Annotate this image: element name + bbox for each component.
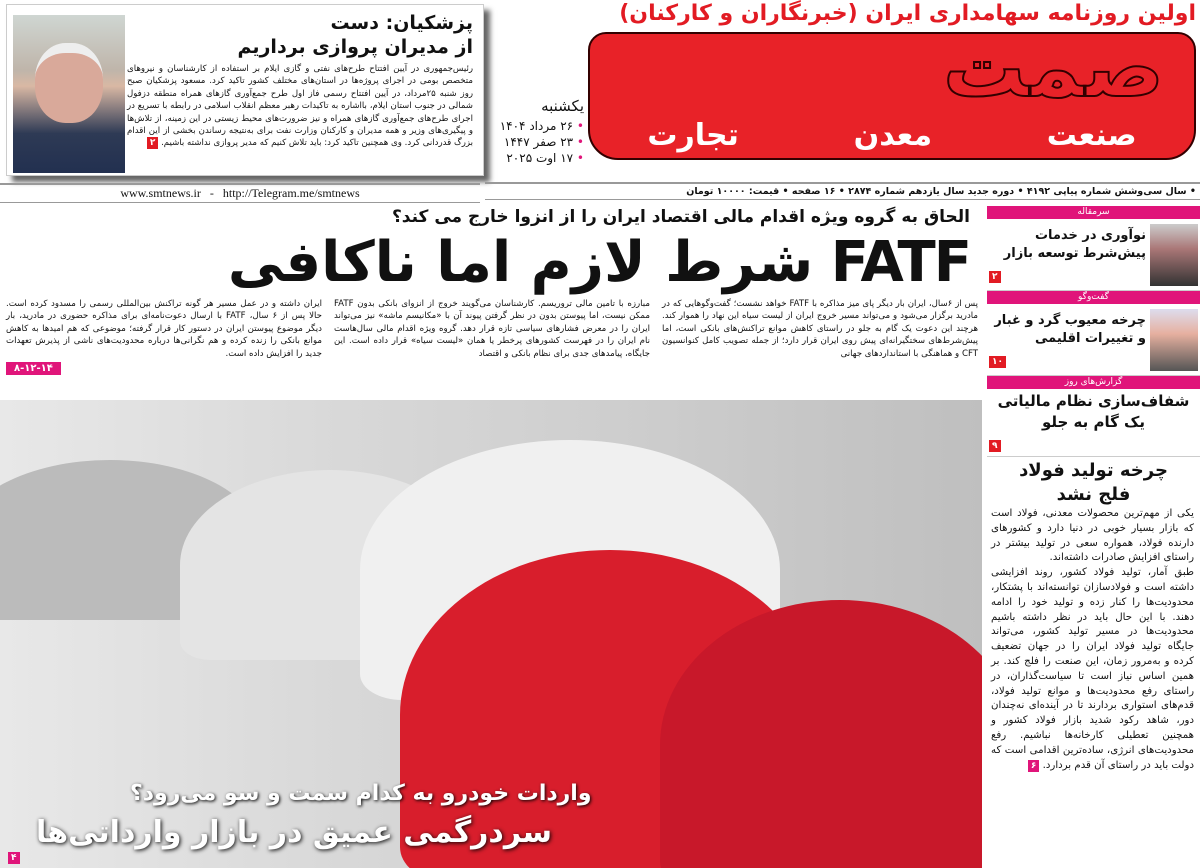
article-columns (6, 298, 978, 375)
lead-title: پزشکیان: دست از مدیران پروازی برداریم (237, 12, 473, 58)
cars-photo[interactable] (0, 400, 982, 868)
website-line: www.smtnews.ir - http://Telegram.me/smtnews (0, 183, 480, 203)
masthead-tagline: اولین روزنامه سهامداری ایران (خبرنگاران و کارکنان) (619, 1, 1196, 26)
page-ref: ۲ (989, 271, 1001, 283)
page-ref: ۹ (989, 440, 1001, 452)
page-ref: ۱۰ (989, 356, 1006, 368)
logo-word: صنعت (1046, 118, 1137, 153)
main-kicker: الحاق به گروه ویژه اقدام مالی اقتصاد ایران را از انزوا خارج می کند؟ (391, 207, 970, 227)
main-headline[interactable]: FATF شرط لازم اما ناکافی (227, 230, 970, 295)
author-photo (1150, 224, 1198, 286)
interviewee-photo (1150, 309, 1198, 371)
section-header: گزارش‌های روز (987, 376, 1200, 389)
article-column: پس از ۶سال، ایران بار دیگر پای میز مذاکره با FATF خواهد نشست؛ گفت‌وگوهایی که در مادرید برگزار می‌شود و می‌تواند مسیر خروج ایران از لیست سیاه این نهاد را هموار کند. هرچند این دعوت یک گام به جلو در راستای کاهش موانع تراکنش‌های بانکی است، اما پیش‌شرط‌های سختگیرانه‌ای پیش روی ایران قرار دارد؛ از جمله تصویب کامل کنوانسیون CFT و هماهنگی با استانداردهای جهانی (662, 299, 978, 359)
logo-text: صمت (942, 32, 1164, 116)
article-column: ایران داشته و در عمل مسیر هر گونه تراکنش بین‌المللی رسمی را مسدود کرده است. حالا پس از ۶ سال، FATF با ارسال دعوت‌نامه‌ای برای مذاکره حضوری در مادرید، بار دیگر موضوع پیوستن ایران در دستور کار قرار گرفته؛ موضوعی که هم امیدها به کاهش موانع بانکی را زنده کرده و هم نگرانی‌ها درباره محدودیت‌های ناشی از پذیرش تعهدات جدید را افزایش داده است. (6, 299, 322, 359)
editorial-item[interactable]: نوآوری در خدمات پیش‌شرط توسعه بازار ۲ (987, 219, 1200, 291)
logo-word: معدن (853, 118, 933, 153)
steel-title[interactable]: چرخه تولید فولاد فلج نشد (1019, 460, 1168, 505)
date-block: یکشنبه • ۲۶ مرداد ۱۴۰۴ • ۲۳ صفر ۱۴۴۷ • ۱۷ اوت ۲۰۲۵ (499, 97, 584, 165)
section-header: گفت‌وگو (987, 291, 1200, 304)
article-column: مبارزه با تامین مالی تروریسم. کارشناسان می‌گویند خروج از انزوای بانکی بدون FATF ممکن نیست، اما پیوستن بدون در نظر گرفتن پیوند آن با «مکانیسم ماشه» نیز می‌تواند ایران را در معرض فشارهای سیاسی تازه قرار دهد. گروه ویژه اقدام مالی سال‌هاست نام ایران را در فهرست کشورهای پرخطر یا همان «لیست سیاه» قرار داده است. این جایگاه، پیامدهای جدی برای نظام بانکی و اقتصاد (334, 299, 650, 359)
page-ref: ۲ (147, 137, 159, 149)
sidebar (987, 206, 1200, 773)
lead-story[interactable] (6, 4, 484, 176)
lead-photo (13, 15, 125, 173)
lead-body: رئیس‌جمهوری در آیین افتتاح طرح‌های نفتی و گازی ایلام بر استفاده از کارشناسان و نیروهای متخصص بومی در اجرای پروژه‌ها در استان‌های مختلف کشور تاکید کرد. مسعود پزشکیان صبح روز شنبه ۲۵مرداد، در آیین افتتاح رسمی فاز اول طرح جمع‌آوری گازهای همراه منطقه دزفول شمالی در جنوب استان ایلام، بااشاره به تاکیدات رهبر معظم انقلاب اسلامی در رابطه با تسریع در اجرای طرح‌های جمع‌آوری گازهای همراه و نیز ضرورت‌های محیط زیستی در این زمینه، از تلاش‌ها و پیگیری‌های وزیر و همه مدیران و کارکنان وزارت نفت برای به‌نتیجه رساندن بخشی از این اقدام بزرگ قدردانی کرد. وی همچنین تاکید کرد: باید تلاش کنیم که مدیر پروازی نداشته باشیم. ۲ (127, 64, 473, 149)
section-header: سرمقاله (987, 206, 1200, 219)
page-ref: ۴ (8, 852, 20, 864)
issue-info: • سال سی‌وشش شماره پیاپی ۴۱۹۲ • دوره جدید سال یازدهم شماره ۲۸۷۴ • ۱۶ صفحه • قیمت: ۱۰۰۰۰ تومان (485, 182, 1200, 200)
article-column-last (6, 298, 322, 375)
interview-item[interactable]: چرخه معیوب گرد و غبار و تغییرات اقلیمی ۱۰ (987, 304, 1200, 376)
report-item[interactable]: شفاف‌سازی نظام مالیاتی یک گام به جلو ۹ (987, 389, 1200, 457)
page-ref-badge: ۸-۱۲-۱۴ (6, 362, 61, 375)
photo-kicker: واردات خودرو به کدام سمت و سو می‌رود؟ (130, 781, 592, 806)
logo-word: تجارت (647, 118, 739, 153)
photo-headline[interactable]: سردرگمی عمیق در بازار وارداتی‌ها (36, 815, 552, 850)
masthead-logo (588, 32, 1196, 160)
steel-body: یکی از مهم‌ترین محصولات معدنی، فولاد است که بازار بسیار خوبی در دنیا دارد و کشورهای دارنده فولاد، همواره سعی در تولید بیشتر در راستای افزایش صادرات داشته‌اند. طبق آمار، تولید فولاد کشور، روند افزایشی داشته است و فولادسازان توانسته‌اند با پشتکار، محدودیت‌ها را کنار زده و تولید خود را ادامه دهند. با این حال باید در نظر داشته باشیم محدودیت‌ها در مسیر تولید کشور، می‌تواند جایگاه تولید فولاد ایران را در جهان تضعیف کرده و به‌مرور زمان، این صنعت را فلج کند. بر همین اساس نیاز است تا سیاست‌گذاران، در راستای رفع محدودیت‌ها و موانع تولید فولاد، قدم‌های استواری بردارند تا در آینده‌ای نه‌چندان دور، شاهد رکود شدید بازار فولاد کشور و همچنین تعطیلی کارخانه‌ها نباشیم. رفع محدودیت‌های انرژی، ساده‌ترین اقدامی است که دولت باید در راستای آن قدم بردارد. ۶ (991, 508, 1194, 771)
page-ref: ۶ (1028, 760, 1040, 772)
